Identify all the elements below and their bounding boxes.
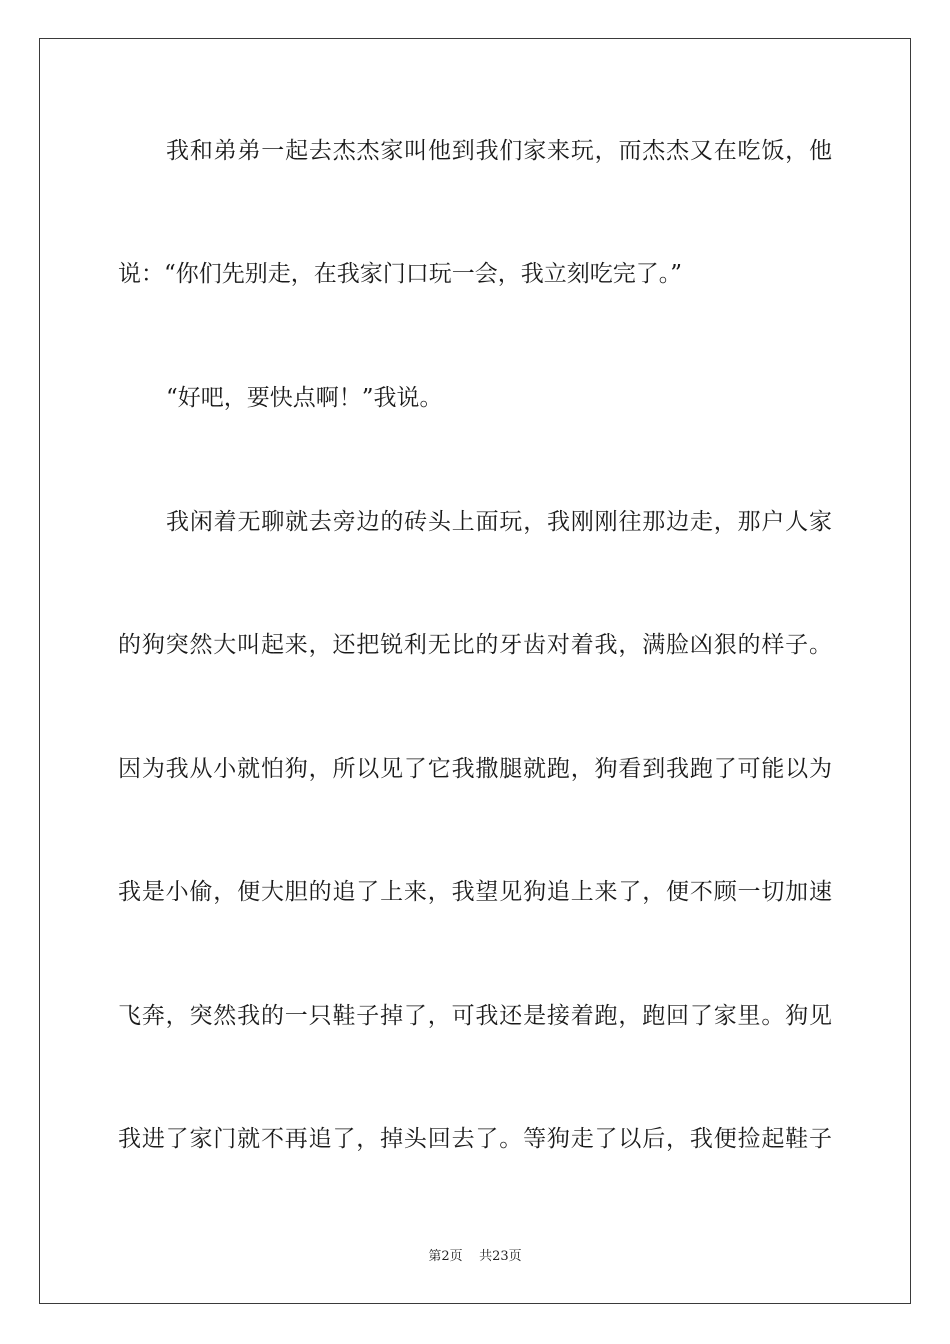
text-line-2: 说：“你们先别走，在我家门口玩一会，我立刻吃完了。” bbox=[118, 261, 683, 287]
text-line-1: 我和弟弟一起去杰杰家叫他到我们家来玩，而杰杰又在吃饭，他 bbox=[166, 138, 832, 164]
page-number: 第2页 bbox=[428, 1249, 463, 1264]
text-line-5: 的狗突然大叫起来，还把锐利无比的牙齿对着我，满脸凶狠的样子。 bbox=[118, 632, 832, 658]
text-line-8: 飞奔，突然我的一只鞋子掉了，可我还是接着跑，跑回了家里。狗见 bbox=[118, 1003, 832, 1029]
text-line-4: 我闲着无聊就去旁边的砖头上面玩，我刚刚往那边走，那户人家 bbox=[166, 509, 832, 535]
text-line-6: 因为我从小就怕狗，所以见了它我撒腿就跑，狗看到我跑了可能以为 bbox=[118, 756, 832, 782]
page-border bbox=[39, 38, 911, 1304]
page-footer bbox=[0, 1247, 950, 1267]
text-line-9: 我进了家门就不再追了，掉头回去了。等狗走了以后，我便捡起鞋子 bbox=[118, 1126, 832, 1152]
page-total: 共23页 bbox=[479, 1249, 522, 1264]
text-line-3: “好吧，要快点啊！”我说。 bbox=[166, 385, 443, 411]
text-line-7: 我是小偷，便大胆的追了上来，我望见狗追上来了，便不顾一切加速 bbox=[118, 879, 832, 905]
